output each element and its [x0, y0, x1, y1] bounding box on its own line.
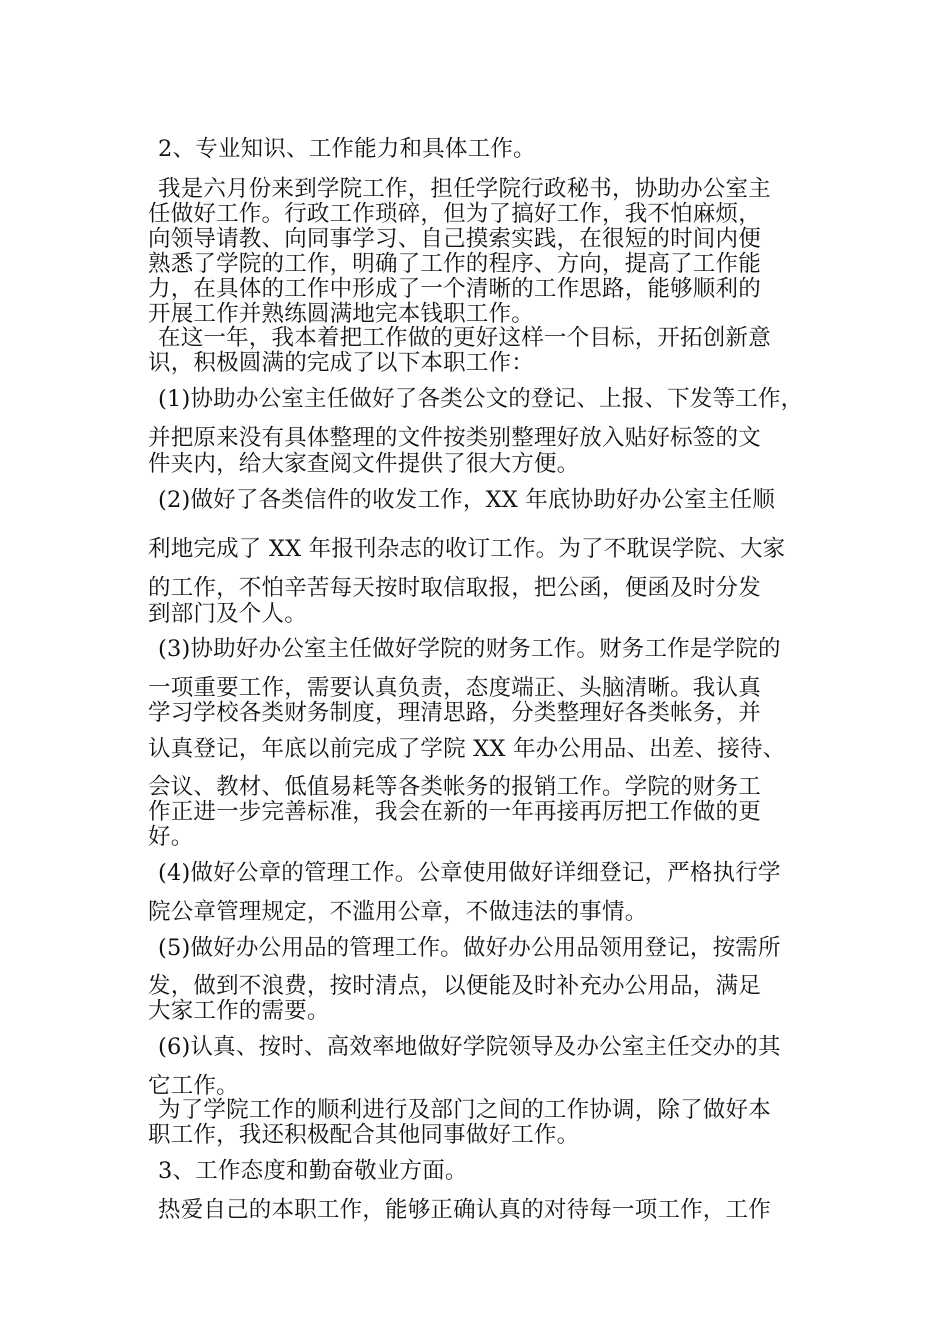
text-line: 为了学院工作的顺利进行及部门之间的工作协调，除了做好本: [158, 1097, 771, 1123]
text-line: 利地完成了 XX 年报刊杂志的收订工作。为了不耽误学院、大家: [148, 536, 786, 562]
text-line: 向领导请教、向同事学习、自己摸索实践，在很短的时间内便: [148, 226, 761, 252]
text-line: 院公章管理规定，不滥用公章，不做违法的事情。: [148, 899, 648, 925]
text-line: 任做好工作。行政工作琐碎，但为了搞好工作，我不怕麻烦，: [148, 201, 761, 227]
text-line: 到部门及个人。: [148, 601, 307, 627]
text-line: 发，做到不浪费，按时清点，以便能及时补充办公用品，满足: [148, 973, 761, 999]
section-heading-3: 3、工作态度和勤奋敬业方面。: [158, 1158, 468, 1184]
text-line: 热爱自己的本职工作，能够正确认真的对待每一项工作，工作: [158, 1197, 771, 1223]
list-item-4: (4)做好公章的管理工作。公章使用做好详细登记，严格执行学: [158, 860, 781, 886]
list-item-1: (1)协助办公室主任做好了各类公文的登记、上报、下发等工作，: [158, 386, 804, 412]
list-item-5: (5)做好办公用品的管理工作。做好办公用品领用登记，按需所: [158, 935, 781, 961]
text-line: 开展工作并熟练圆满地完本钱职工作。: [148, 301, 534, 327]
list-item-2: (2)做好了各类信件的收发工作，XX 年底协助好办公室主任顺: [158, 487, 776, 513]
section-heading-2: 2、专业知识、工作能力和具体工作。: [158, 136, 536, 162]
list-item-6: (6)认真、按时、高效率地做好学院领导及办公室主任交办的其: [158, 1034, 781, 1060]
text-line: 并把原来没有具体整理的文件按类别整理好放入贴好标签的文: [148, 425, 761, 451]
text-line: 好。: [148, 824, 194, 850]
text-line: 我是六月份来到学院工作，担任学院行政秘书，协助办公室主: [158, 176, 771, 202]
text-line: 在这一年，我本着把工作做的更好这样一个目标，开拓创新意: [158, 325, 771, 351]
list-item-3: (3)协助好办公室主任做好学院的财务工作。财务工作是学院的: [158, 636, 781, 662]
text-line: 一项重要工作，需要认真负责，态度端正、头脑清晰。我认真: [148, 675, 761, 701]
text-line: 力，在具体的工作中形成了一个清晰的工作思路，能够顺利的: [148, 276, 761, 302]
text-line: 职工作，我还积极配合其他同事做好工作。: [148, 1122, 580, 1148]
text-line: 熟悉了学院的工作，明确了工作的程序、方向，提高了工作能: [148, 251, 761, 277]
text-line: 它工作。: [148, 1073, 239, 1099]
text-line: 件夹内，给大家查阅文件提供了很大方便。: [148, 451, 580, 477]
text-line: 识，积极圆满的完成了以下本职工作：: [148, 350, 534, 376]
text-line: 的工作，不怕辛苦每天按时取信取报，把公函，便函及时分发: [148, 575, 761, 601]
text-line: 学习学校各类财务制度，理清思路，分类整理好各类帐务，并: [148, 700, 761, 726]
text-line: 会议、教材、低值易耗等各类帐务的报销工作。学院的财务工: [148, 774, 761, 800]
text-line: 认真登记，年底以前完成了学院 XX 年办公用品、出差、接待、: [148, 736, 786, 762]
text-line: 大家工作的需要。: [148, 998, 330, 1024]
text-line: 作正进一步完善标准，我会在新的一年再接再厉把工作做的更: [148, 799, 761, 825]
